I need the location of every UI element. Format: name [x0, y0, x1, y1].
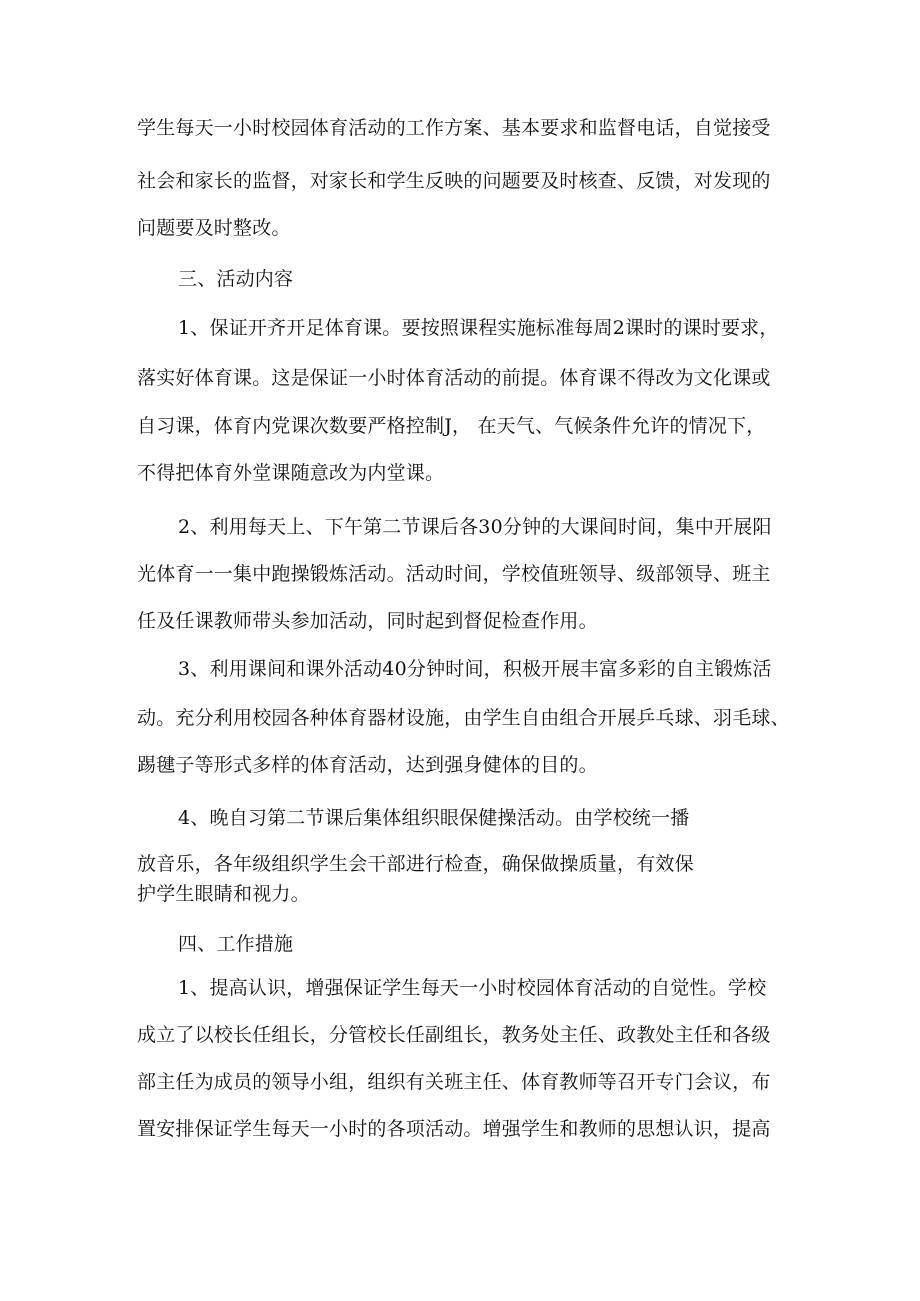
- paragraph-line: 任及任课教师带头参加活动，同时起到督促检查作用。: [137, 610, 598, 632]
- paragraph-line: 不得把体育外堂课随意改为内堂课。: [137, 462, 445, 484]
- paragraph-line: 1、保证开齐开足体育课。要按照课程实施标准每周2课时的课时要求，: [178, 317, 779, 339]
- section-heading: 四、工作措施: [178, 933, 294, 955]
- section-heading: 三、活动内容: [178, 268, 294, 290]
- paragraph-line: 1、提高认识，增强保证学生每天一小时校园体育活动的自觉性。学校: [178, 977, 767, 999]
- paragraph-line: 部主任为成员的领导小组，组织有关班主任、体育教师等召开专门会议，布: [137, 1071, 771, 1093]
- paragraph-line: 光体育一一集中跑操锻炼活动。活动时间，学校值班领导、级部领导、班主: [137, 563, 771, 585]
- paragraph-line: 3、利用课间和课外活动40分钟时间，积极开展丰富多彩的自主锻炼活: [178, 658, 772, 680]
- paragraph-line: 踢毽子等形式多样的体育活动，达到强身健体的目的。: [137, 754, 598, 776]
- paragraph-line: 放音乐，各年级组织学生会干部进行检查，确保做操质量，有效保: [137, 853, 694, 875]
- paragraph-line: 落实好体育课。这是保证一小时体育活动的前提。体育课不得改为文化课或: [137, 367, 771, 389]
- paragraph-line: 置安排保证学生每天一小时的各项活动。增强学生和教师的思想认识，提高: [137, 1118, 771, 1140]
- paragraph-line: 学生每天一小时校园体育活动的工作方案、基本要求和监督电话，自觉接受: [137, 117, 771, 139]
- paragraph-line: 动。充分利用校园各种体育器材设施，由学生自由组合开展乒乓球、羽毛球、: [137, 707, 790, 729]
- paragraph-line: 4、晚自习第二节课后集体组织眼保健操活动。由学校统一播: [178, 807, 690, 829]
- paragraph-line: 成立了以校长任组长，分管校长任副组长，教务处主任、政教处主任和各级: [137, 1024, 771, 1046]
- paragraph-line: 自习课，体育内党课次数要严格控制J， 在天气、气候条件允许的情况下，: [137, 415, 766, 437]
- paragraph-line: 问题要及时整改。: [137, 217, 291, 239]
- paragraph-line: 护学生眼睛和视力。: [137, 883, 310, 905]
- paragraph-line: 2、利用每天上、下午第二节课后各30分钟的大课间时间，集中开展阳: [178, 516, 772, 538]
- paragraph-line: 社会和家长的监督，对家长和学生反映的问题要及时核查、反馈，对发现的: [137, 170, 771, 192]
